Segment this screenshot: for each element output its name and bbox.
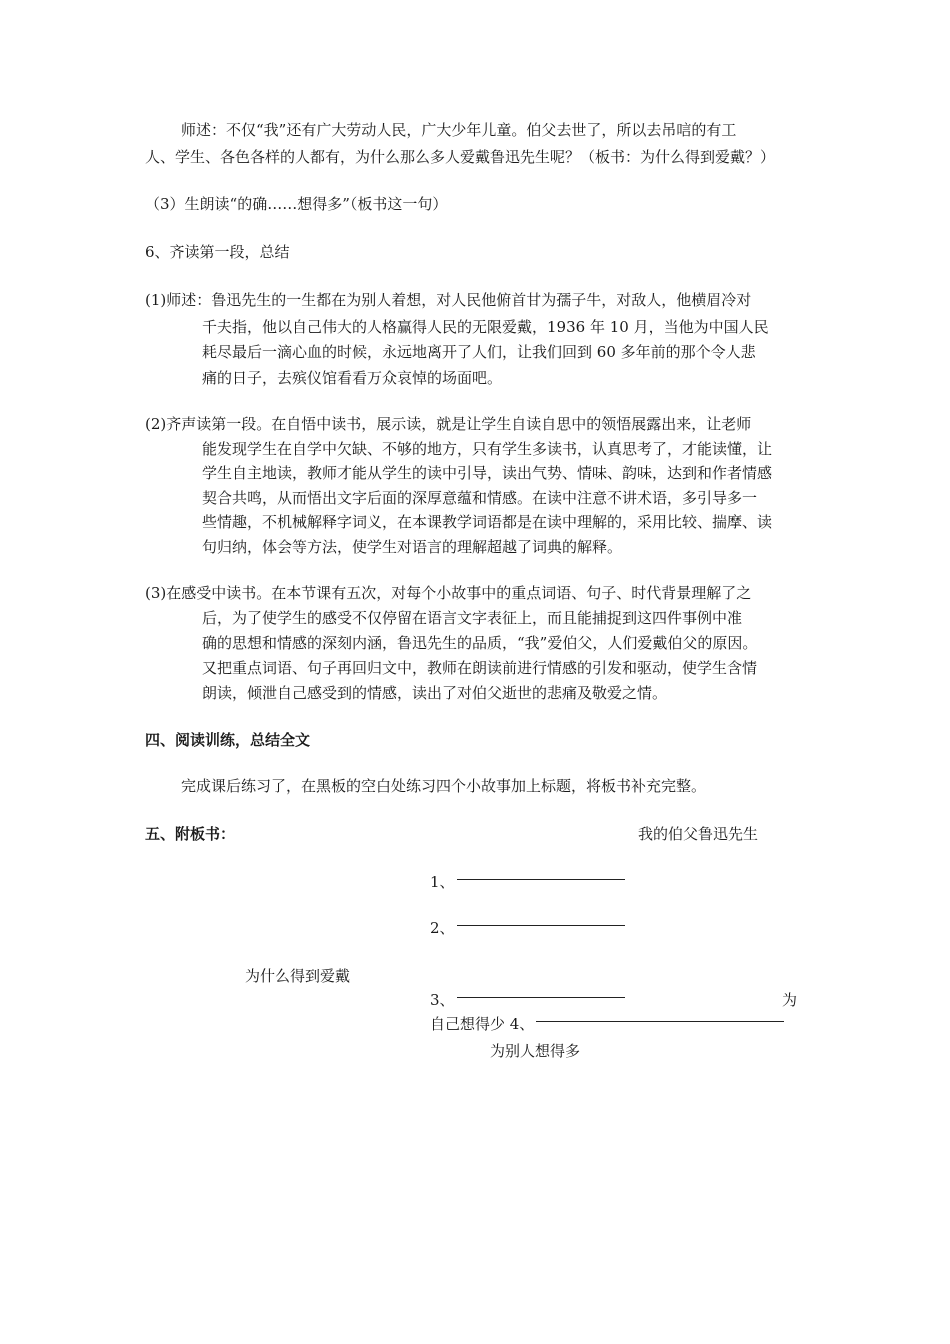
board-item-1-label: 1、 bbox=[430, 873, 455, 891]
section-4-title: 四、阅读训练，总结全文 bbox=[145, 731, 311, 749]
item-1-line: (1)师述：鲁迅先生的一生都在为别人着想，对人民他俯首甘为孺子牛，对敌人，他横眉冷对 bbox=[145, 291, 752, 309]
board-item-4 bbox=[430, 1012, 784, 1036]
section-5-title: 五、附板书： bbox=[145, 825, 236, 843]
board-item-2-label: 2、 bbox=[430, 919, 455, 937]
blank-line bbox=[457, 925, 625, 926]
board-item-3 bbox=[430, 988, 625, 1012]
item-3-line: 后，为了使学生的感受不仅停留在语言文字表征上，而且能捕捉到这四件事例中准 bbox=[202, 609, 743, 627]
board-right-fragment: 为 bbox=[782, 991, 798, 1009]
board-item-2 bbox=[430, 916, 625, 940]
step-3-text: （3）生朗读“的确……想得多”（板书这一句） bbox=[145, 195, 448, 213]
blank-line bbox=[457, 879, 625, 880]
item-2-line: (2)齐声读第一段。在自悟中读书，展示读，就是让学生自读自思中的领悟展露出来，让老师 bbox=[145, 415, 752, 433]
board-item-4-label: 自己想得少 4、 bbox=[430, 1015, 535, 1033]
item-2-line: 句归纳，体会等方法，使学生对语言的理解超越了词典的解释。 bbox=[202, 538, 623, 556]
item-2-line: 学生自主地读，教师才能从学生的读中引导，读出气势、情味、韵味，达到和作者情感 bbox=[202, 464, 773, 482]
board-item-1 bbox=[430, 870, 625, 894]
board-left-label: 为什么得到爱戴 bbox=[245, 967, 351, 985]
item-1-line: 痛的日子，去殡仪馆看看万众哀悼的场面吧。 bbox=[202, 369, 503, 387]
item-3-line: (3)在感受中读书。在本节课有五次，对每个小故事中的重点词语、句子、时代背景理解了之 bbox=[145, 584, 752, 602]
board-item-3-label: 3、 bbox=[430, 991, 455, 1009]
item-2-line: 能发现学生在自学中欠缺、不够的地方，只有学生多读书，认真思考了，才能读懂，让 bbox=[202, 440, 773, 458]
section-6-title: 6、齐读第一段，总结 bbox=[145, 243, 290, 261]
item-3-line: 又把重点词语、句子再回归文中，教师在朗读前进行情感的引发和驱动，使学生含情 bbox=[202, 659, 758, 677]
item-3-line: 确的思想和情感的深刻内涵，鲁迅先生的品质，“我”爱伯父，人们爱戴伯父的原因。 bbox=[202, 634, 758, 652]
item-2-line: 些情趣，不机械解释字词义，在本课教学词语都是在读中理解的，采用比较、揣摩、读 bbox=[202, 513, 773, 531]
blank-line bbox=[536, 1021, 784, 1022]
item-1-line: 耗尽最后一滴心血的时候，永远地离开了人们，让我们回到 60 多年前的那个令人悲 bbox=[202, 343, 756, 361]
blank-line bbox=[457, 997, 625, 998]
item-2-line: 契合共鸣，从而悟出文字后面的深厚意蕴和情感。在读中注意不讲术语，多引导多一 bbox=[202, 489, 758, 507]
board-bottom-label: 为别人想得多 bbox=[490, 1042, 581, 1060]
intro-line-1: 师述：不仅“我”还有广大劳动人民，广大少年儿童。伯父去世了，所以去吊唁的有工 bbox=[181, 121, 737, 139]
item-3-line: 朗读，倾泄自己感受到的情感，读出了对伯父逝世的悲痛及敬爱之情。 bbox=[202, 684, 668, 702]
board-title: 我的伯父鲁迅先生 bbox=[638, 825, 759, 843]
section-4-body: 完成课后练习了，在黑板的空白处练习四个小故事加上标题，将板书补充完整。 bbox=[181, 777, 707, 795]
intro-line-2: 人、学生、各色各样的人都有，为什么那么多人爱戴鲁迅先生呢？（板书：为什么得到爱戴？） bbox=[145, 148, 776, 166]
item-1-line: 千夫指，他以自己伟大的人格赢得人民的无限爱戴，1936 年 10 月，当他为中国人民 bbox=[202, 318, 769, 336]
